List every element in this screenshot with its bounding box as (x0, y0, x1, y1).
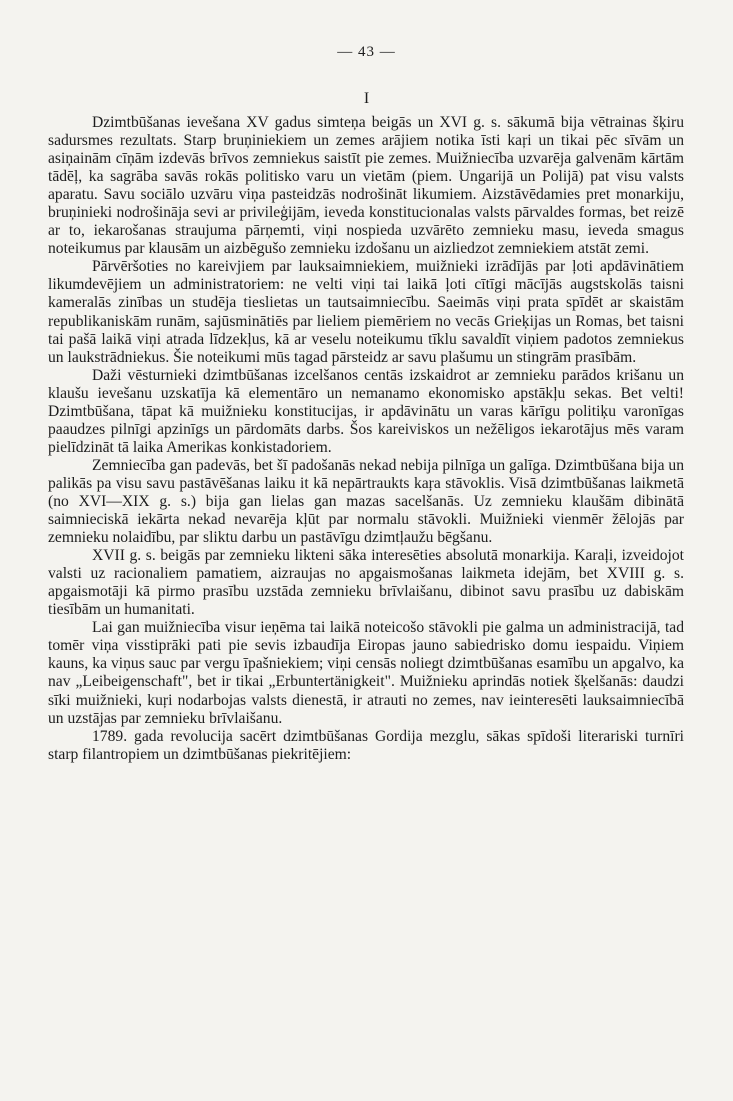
paragraph: 1789. gada revolucija sacērt dzimtbūšanas Gordija mezglu, sākas spīdoši literariski turnīri starp filantropiem un dzimtbūšanas piekritējiem: (48, 727, 684, 763)
paragraph: Lai gan muižniecība visur ieņēma tai laikā noteicošo stāvokli pie galma un administracijā, tad tomēr viņa visstiprāki pati pie sevis izbaudīja Eiropas jauno sabiedrisko domu iespaidu. Viņiem kauns, ka viņus sauc par vergu īpašniekiem; viņi censās noliegt dzimtbūšanas esamību un apgalvo, ka nav „Leibeigenschaft", bet ir tikai „Erbuntertänigkeit". Muižnieku aprindās notiek šķelšanās: daudzi sīki muižnieki, kuŗi nodarbojas valsts dienestā, ir atrauti no zemes, nav ieinteresēti lauksaimniecībā un uzstājas par zemnieku brīvlaišanu. (48, 619, 684, 727)
paragraph: XVII g. s. beigās par zemnieku likteni sāka interesēties absolutā monarkija. Karaļi, izveidojot valsti uz racionaliem pamatiem, aizraujas no apgaismošanas laikmeta idejām, bet XVIII g. s. apgaismotāji kā pirmo prasību uzstāda zemnieku brīvlaišanu, dibinot savu prasību uz dabiskām tiesībām un humanitati. (48, 547, 684, 619)
page-number: — 43 — (337, 44, 396, 60)
paragraph: Dzimtbūšanas ievešana XV gadus simteņa beigās un XVI g. s. sākumā bija vētrainas šķiru sadursmes rezultats. Starp bruņiniekiem un zemes arājiem notika īsti kaŗi un tikai pēc sīvām un asiņainām cīņām izdevās brīvos zemniekus saistīt pie zemes. Muižniecība uzvarēja galvenām kārtām tādēļ, ka sagrāba savās rokās politisko varu un vietām (piem. Ungarijā un Polijā) pat visu valsts aparatu. Savu sociālo uzvāru viņa pasteidzās nodrošināt likumiem. Aizstāvēdamies pret monarkiju, bruņinieki nodrošināja sevi ar privileģijām, ieveda konstitucionalas valsts pārvaldes formas, bet reizē ar to, iekarošanas straujuma pārņemti, viņi nospieda uzvārēto zemnieku masu, ieveda smagus noteikumus par klausām un aizbēgušo zemnieku izdošanu un aizliedzot zemniekiem atstāt zemi. (48, 114, 684, 258)
paragraph: Zemniecība gan padevās, bet šī padošanās nekad nebija pilnīga un galīga. Dzimtbūšana bija un palikās pa visu savu pastāvēšanas laiku it kā nepārtraukts kaŗa stāvoklis. Visā dzimtbūšanas laikmetā (no XVI—XIX g. s.) bija gan lielas gan mazas sacelšanās. Uz zemnieku klaušām dibinātā saimnieciskā iekārta nekad nevarēja kļūt par normalu stāvokli. Muižnieki vienmēr žēlojās par zemnieku nolaidību, par sliktu darbu un pastāvīgu dzimtļaužu bēgšanu. (48, 456, 684, 547)
paragraph: Daži vēsturnieki dzimtbūšanas izcelšanos centās izskaidrot ar zemnieku parādos krišanu un klaušu ievešanu uzskatīja kā elementāro un nemanamo ekonomisko apstākļu sekas. Bet velti! Dzimtbūšana, tāpat kā muižnieku konstitucijas, ir apdāvinātu un varas kārīgu politiķu varonīgas paaudzes pilnīgi apzinīgs un pārdomāts darbs. Šos kareiviskos un nežēligos iekarotājus mēs varam pielīdzināt tā laika Amerikas konkistadoriem. (48, 366, 684, 456)
paragraph: Pārvēršoties no kareivjiem par lauksaimniekiem, muižnieki izrādījās par ļoti apdāvinātiem likumdevējiem un administratoriem: ne velti viņi tai laikā ļoti cītīgi mācījās augstskolās taisni kameralās zinības un studēja tieslietas un tautsaimniecību. Saeimās viņi prata spīdēt ar skaistām republikaniskām runām, sajūsminātiēs par lieliem piemēriem no vecās Grieķijas un Romas, bet taisni tai pašā laikā viņi atrada līdzekļus, kā ar veselu noteikumu tīklu savaldīt viņiem padotos zemniekus un laukstrādniekus. Šie noteikumi mūs tagad pārsteidz ar savu plašumu un stingrām prasībām. (48, 258, 684, 366)
section-marker: I (363, 90, 370, 107)
body-text (48, 114, 684, 764)
